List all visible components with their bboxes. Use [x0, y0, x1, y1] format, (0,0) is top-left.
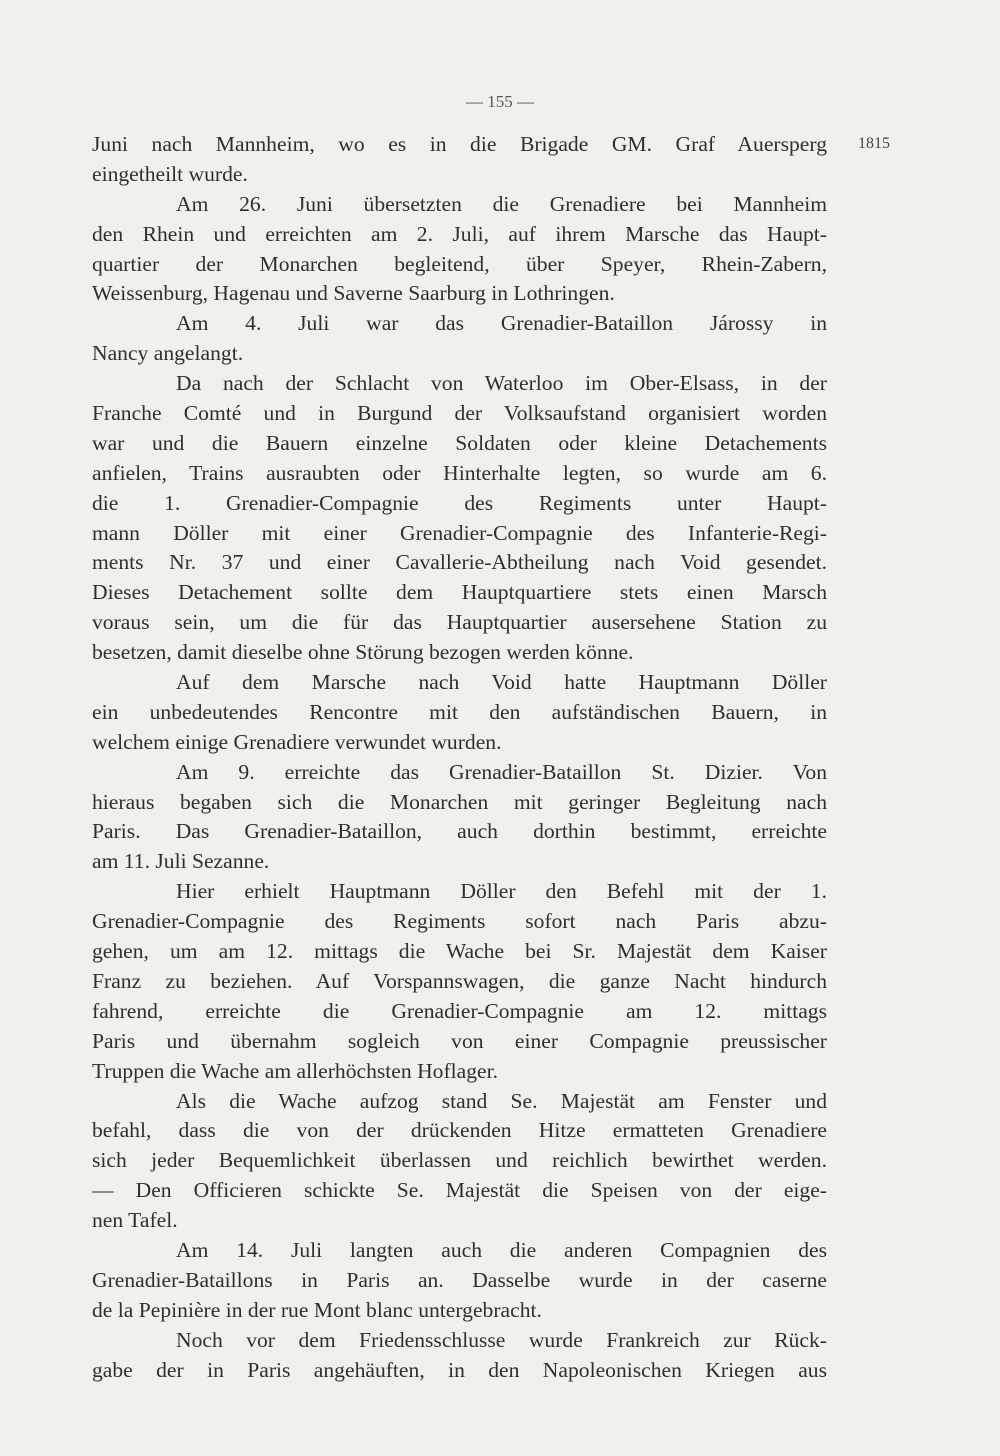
- text-line: welchem einige Grenadiere verwundet wurden.: [92, 729, 502, 754]
- text-line: Grenadier-Bataillons in Paris an. Dasselbe wurde in der caserne: [92, 1267, 827, 1292]
- text-line: Da nach der Schlacht von Waterloo im Ober-Elsass, in der: [176, 371, 827, 396]
- text-line: Franz zu beziehen. Auf Vorspannswagen, die ganze Nacht hindurch: [92, 968, 827, 993]
- text-line: befahl, dass die von der drückenden Hitze ermatteten Grenadiere: [92, 1118, 827, 1143]
- text-line: Auf dem Marsche nach Void hatte Hauptmann Döller: [176, 670, 827, 695]
- text-line: ein unbedeutendes Rencontre mit den aufständischen Bauern, in: [92, 699, 827, 724]
- text-line: Grenadier-Compagnie des Regiments sofort nach Paris abzu-: [92, 909, 827, 934]
- text-line: Weissenburg, Hagenau und Saverne Saarburg in Lothringen.: [92, 281, 615, 306]
- text-line: ments Nr. 37 und einer Cavallerie-Abtheilung nach Void gesendet.: [92, 550, 827, 575]
- body-text: [92, 130, 827, 1385]
- text-line: Am 26. Juni übersetzten die Grenadiere bei Mannheim: [176, 191, 827, 216]
- text-line: den Rhein und erreichten am 2. Juli, auf ihrem Marsche das Haupt-: [92, 221, 827, 246]
- text-line: Dieses Detachement sollte dem Hauptquartiere stets einen Marsch: [92, 580, 827, 605]
- text-line: de la Pepinière in der rue Mont blanc untergebracht.: [92, 1297, 542, 1322]
- text-line: war und die Bauern einzelne Soldaten oder kleine Detachements: [92, 430, 827, 455]
- text-line: gabe der in Paris angehäuften, in den Napoleonischen Kriegen aus: [92, 1357, 827, 1382]
- text-line: Truppen die Wache am allerhöchsten Hoflager.: [92, 1058, 499, 1083]
- text-line: sich jeder Bequemlichkeit überlassen und reichlich bewirthet werden.: [92, 1148, 827, 1173]
- text-line: Nancy angelangt.: [92, 341, 244, 366]
- text-line: quartier der Monarchen begleitend, über Speyer, Rhein-Zabern,: [92, 251, 827, 276]
- text-line: — Den Officieren schickte Se. Majestät die Speisen von der eige-: [92, 1178, 827, 1203]
- text-line: Hier erhielt Hauptmann Döller den Befehl mit der 1.: [176, 879, 827, 904]
- text-line: gehen, um am 12. mittags die Wache bei Sr. Majestät dem Kaiser: [92, 939, 827, 964]
- text-line: die 1. Grenadier-Compagnie des Regiments unter Haupt-: [92, 490, 827, 515]
- text-line: Am 4. Juli war das Grenadier-Bataillon Járossy in: [176, 311, 827, 336]
- text-line: Am 9. erreichte das Grenadier-Bataillon St. Dizier. Von: [176, 759, 827, 784]
- text-line: voraus sein, um die für das Hauptquartier ausersehene Station zu: [92, 610, 827, 635]
- text-line: besetzen, damit dieselbe ohne Störung bezogen werden könne.: [92, 640, 634, 665]
- text-line: Juni nach Mannheim, wo es in die Brigade GM. Graf Auersperg: [92, 132, 827, 156]
- text-line: Franche Comté und in Burgund der Volksaufstand organisiert worden: [92, 401, 827, 426]
- text-line: nen Tafel.: [92, 1208, 178, 1233]
- text-line: hieraus begaben sich die Monarchen mit geringer Begleitung nach: [92, 789, 827, 814]
- page-number: — 155 —: [466, 92, 534, 111]
- text-line: Noch vor dem Friedensschlusse wurde Frankreich zur Rück-: [176, 1327, 827, 1352]
- text-line: anfielen, Trains ausraubten oder Hinterhalte legten, so wurde am 6.: [92, 460, 827, 485]
- text-line: am 11. Juli Sezanne.: [92, 849, 270, 874]
- text-line: Als die Wache aufzog stand Se. Majestät am Fenster und: [176, 1088, 827, 1113]
- text-line: Paris und übernahm sogleich von einer Compagnie preussischer: [92, 1028, 827, 1053]
- text-line: Am 14. Juli langten auch die anderen Compagnien des: [176, 1237, 827, 1262]
- text-line: eingetheilt wurde.: [92, 161, 248, 186]
- text-line: mann Döller mit einer Grenadier-Compagnie des Infanterie-Regi-: [92, 520, 827, 545]
- margin-year-note: 1815: [858, 135, 890, 152]
- text-line: fahrend, erreichte die Grenadier-Compagnie am 12. mittags: [92, 998, 827, 1023]
- text-line: Paris. Das Grenadier-Bataillon, auch dorthin bestimmt, erreichte: [92, 819, 827, 844]
